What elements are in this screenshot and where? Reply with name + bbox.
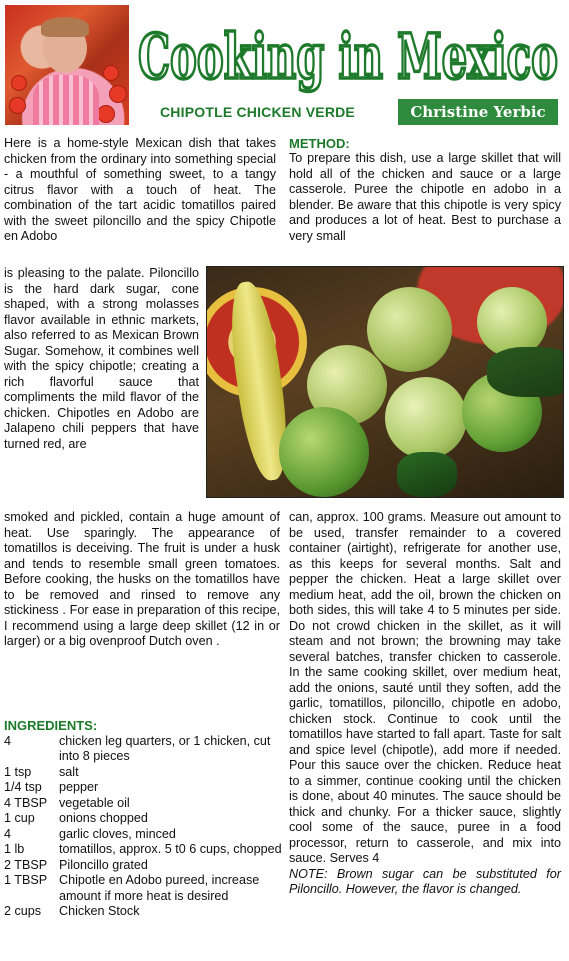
method-section-top <box>289 136 561 244</box>
method-note: NOTE: Brown sugar can be substituted for Piloncillo. However, the flavor is changed. <box>289 866 561 896</box>
ingredients-table <box>4 734 286 920</box>
ingredient-quantity: 1/4 tsp <box>4 780 42 794</box>
ingredient-name: tomatillos, approx. 5 t0 6 cups, chopped <box>59 842 282 856</box>
ingredient-quantity: 1 tsp <box>4 764 32 779</box>
tomatillo-photo <box>206 266 564 498</box>
ingredient-name: onions chopped <box>59 811 148 825</box>
ingredient-row <box>4 842 286 858</box>
method-heading: METHOD: <box>289 136 350 151</box>
masthead-title-text: Cooking in Mexico <box>138 20 558 93</box>
ingredients-section <box>4 718 286 920</box>
author-photo <box>5 5 129 125</box>
ingredient-name: vegetable oil <box>59 795 130 810</box>
author-name-badge: Christine Yerbic <box>398 99 558 125</box>
ingredient-name: pepper <box>59 780 99 794</box>
ingredient-quantity: 1 cup <box>4 811 35 825</box>
ingredient-row <box>4 811 286 827</box>
method-paragraph-top: To prepare this dish, use a large skillet that will hold all of the chicken and sauce or a large casserole. Puree the chipotle en adobo in a blender. Be aware that this chipotle is very spicy and produces a lot of heat. Best to purchase a very small <box>289 151 561 243</box>
intro-paragraph-wide: smoked and pickled, contain a huge amount of heat. Use sparingly. The appearance of tomatillos is deceiving. The fruit is under a husk and tends to resemble small green tomatoes. Before cooking, the husks on the tomatillos have to be removed and rinsed to remove any stickiness . For ease in preparation of this recipe, I recommend using a large deep skillet (12 in or larger) or a big ovenproof Dutch oven . <box>4 510 280 648</box>
ingredient-quantity: 4 <box>4 733 12 748</box>
ingredient-quantity: 1 TBSP <box>4 873 48 887</box>
article-subtitle: CHIPOTLE CHICKEN VERDE <box>160 104 355 120</box>
ingredient-row <box>4 734 286 765</box>
ingredient-quantity: 1 lb <box>4 842 25 856</box>
ingredient-name: Piloncillo grated <box>59 857 148 872</box>
masthead-title <box>136 10 564 98</box>
ingredient-row <box>4 796 286 812</box>
method-section-bottom <box>289 510 561 898</box>
intro-paragraph-top: Here is a home-style Mexican dish that takes chicken from the ordinary into something special - a mouthful of something sweet, to a tangy citrus flavor with a touch of heat. The combination of the tart acidic tomatillos paired with the sweet piloncillo and the spicy Chipotle en Adobo <box>4 136 276 243</box>
ingredient-row <box>4 780 286 796</box>
method-paragraph-bottom: can, approx. 100 grams. Measure out amount to be used, transfer remainder to a covered container (airtight), refrigerate for another use, as this keeps for several months. Salt and pepper the chicken. Heat a large skillet over medium heat, add the oil, brown the chicken on both sides, this will take 4 to 5 minutes per side. Do not crowd chicken in the skillet, as it will steam and not brown; the browning may take several batches, transfer chicken to casserole. In the same cooking skillet, over medium heat, add the onions, sauté until they soften, add the garlic, tomatillos, piloncillo, chipotle en adobo, chicken stock. Continue to cook until the tomatillos have started to fall apart. Taste for salt and spice level (chipotle), add more if needed. Pour this sauce over the chicken. Reduce heat to a simmer, continue cooking until the chicken is done, about 40 minutes. The sauce should be thick and chunky. For a thicker sauce, slightly cool some of the sauce, puree in a food processor, return to casserole, and mix into sauce. Serves 4 <box>289 510 561 865</box>
ingredient-quantity: 4 TBSP <box>4 795 48 810</box>
ingredient-row <box>4 858 286 874</box>
ingredient-name: Chipotle en Adobo pureed, increase amount if more heat is desired <box>59 873 260 903</box>
ingredient-quantity: 2 TBSP <box>4 857 48 872</box>
ingredient-name: garlic cloves, minced <box>59 826 176 841</box>
ingredient-name: Chicken Stock <box>59 904 140 918</box>
ingredient-row <box>4 873 286 904</box>
ingredients-heading: INGREDIENTS: <box>4 718 98 733</box>
ingredient-row <box>4 904 286 920</box>
ingredient-name: salt <box>59 764 79 779</box>
ingredient-row <box>4 765 286 781</box>
ingredient-row <box>4 827 286 843</box>
intro-paragraph-narrow: is pleasing to the palate. Piloncillo is the hard dark sugar, cone shaped, with a strong molasses flavor available in ethnic markets, also referred to as Mexican Brown Sugar. Somehow, it combines well with the spicy chipotle; creating a rich flavorful sauce that compliments the mild flavor of the chicken. Chipotles en Adobo are Jalapeno chili peppers that have turned red, are <box>4 266 199 451</box>
ingredient-quantity: 2 cups <box>4 904 42 918</box>
ingredient-name: chicken leg quarters, or 1 chicken, cut into 8 pieces <box>59 733 271 763</box>
ingredient-quantity: 4 <box>4 826 12 841</box>
